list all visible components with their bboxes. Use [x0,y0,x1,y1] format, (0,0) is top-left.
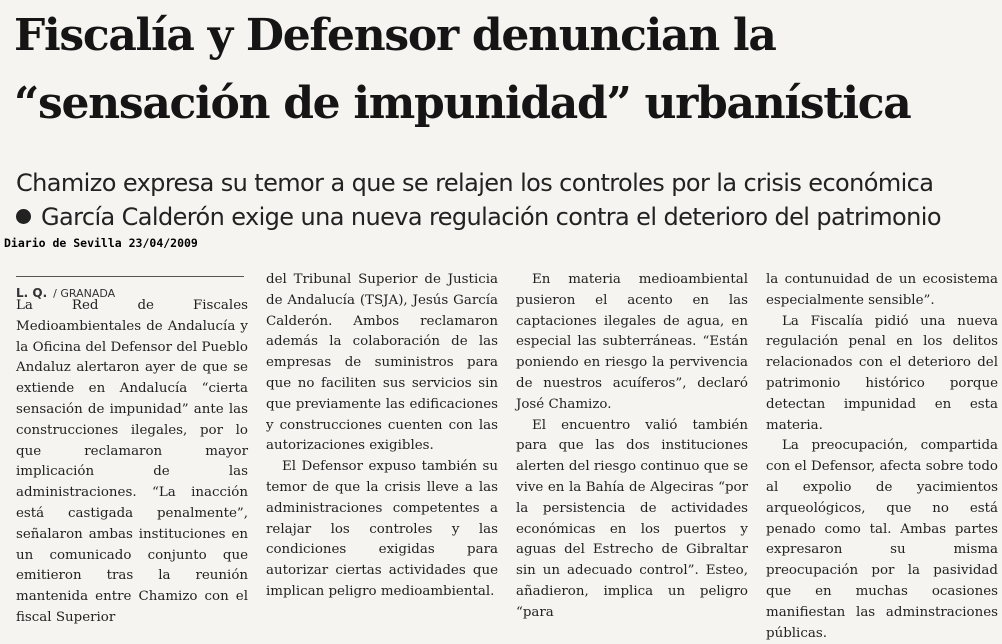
paragraph: El Defensor expuso también su temor de que la crisis lleve a las administraciones competentes a relajar los controles y las condiciones exigidas para autorizar ciertas actividades que implican peligro medioambiental. [266,459,498,599]
paragraph: La Red de Fiscales Medioambientales de Andalucía y la Oficina del Defensor del Pueblo Andaluz alertaron ayer de que se extiende en Andalucía “cierta sensación de impunidad” ante las construcciones ilegales, por lo que reclamaron mayor implicación de las administraciones. “La inacción está castigada penalmente”, señalaron ambas instituciones en un comunicado conjunto que emitieron tras la reunión mantenida entre Chamizo con el fiscal Superior [16,298,248,625]
headline-line-1: Fiscalía y Defensor denuncian la [14,10,776,61]
subheadings [16,166,996,234]
paragraph: La Fiscalía pidió una nueva regulación penal en los delitos relacionados con el deterioro del patrimonio histórico porque detectan impunidad en esta materia. [766,313,998,433]
subheading-1: Chamizo expresa su temor a que se relajen los controles por la crisis económica [16,169,934,197]
byline-author: L. Q. [16,286,48,300]
subheading-2-row [16,200,996,234]
byline-rule [16,276,244,277]
paragraph: la contunuidad de un ecosistema especialmente sensible”. [766,272,998,308]
article-column-1 [16,296,248,629]
bullet-icon [16,209,31,224]
paragraph: En materia medioambiental pusieron el acento en las captaciones ilegales de agua, en especial las subterráneas. “Están poniendo en riesgo la pervivencia de nuestros acuíferos”, declaró José Chamizo. [516,272,748,412]
byline-location: / GRANADA [53,287,116,300]
subheading-2: García Calderón exige una nueva regulación contra el deterioro del patrimonio [41,203,941,231]
paragraph: La preocupación, compartida con el Defensor, afecta sobre todo al expolio de yacimientos arqueológicos, que no está penado como tal. Ambas partes expresaron su misma preocupación por la pasividad que en muchas ocasiones manifiestan las adminstraciones públicas. [766,438,998,641]
headline-line-2: “sensación de impunidad” urbanística [14,78,911,129]
source-label: Diario de Sevilla 23/04/2009 [4,236,198,250]
paragraph: El encuentro valió también para que las dos instituciones alerten del riesgo continuo que se vive en la Bahía de Algeciras “por la persistencia de actividades económicas en los puertos y aguas del Estrecho de Gibraltar sin un adecuado control”. Esteo, añadieron, implica un peligro “para [516,417,748,620]
article-column-2 [266,270,498,603]
article-column-3 [516,270,748,624]
paragraph: del Tribunal Superior de Justicia de Andalucía (TSJA), Jesús García Calderón. Ambos reclamaron además la colaboración de las empresas de suministros para que no faciliten sus servicios sin que previamente las edificaciones y construcciones cuenten con las autorizaciones exigibles. [266,272,498,454]
headline [14,2,994,138]
